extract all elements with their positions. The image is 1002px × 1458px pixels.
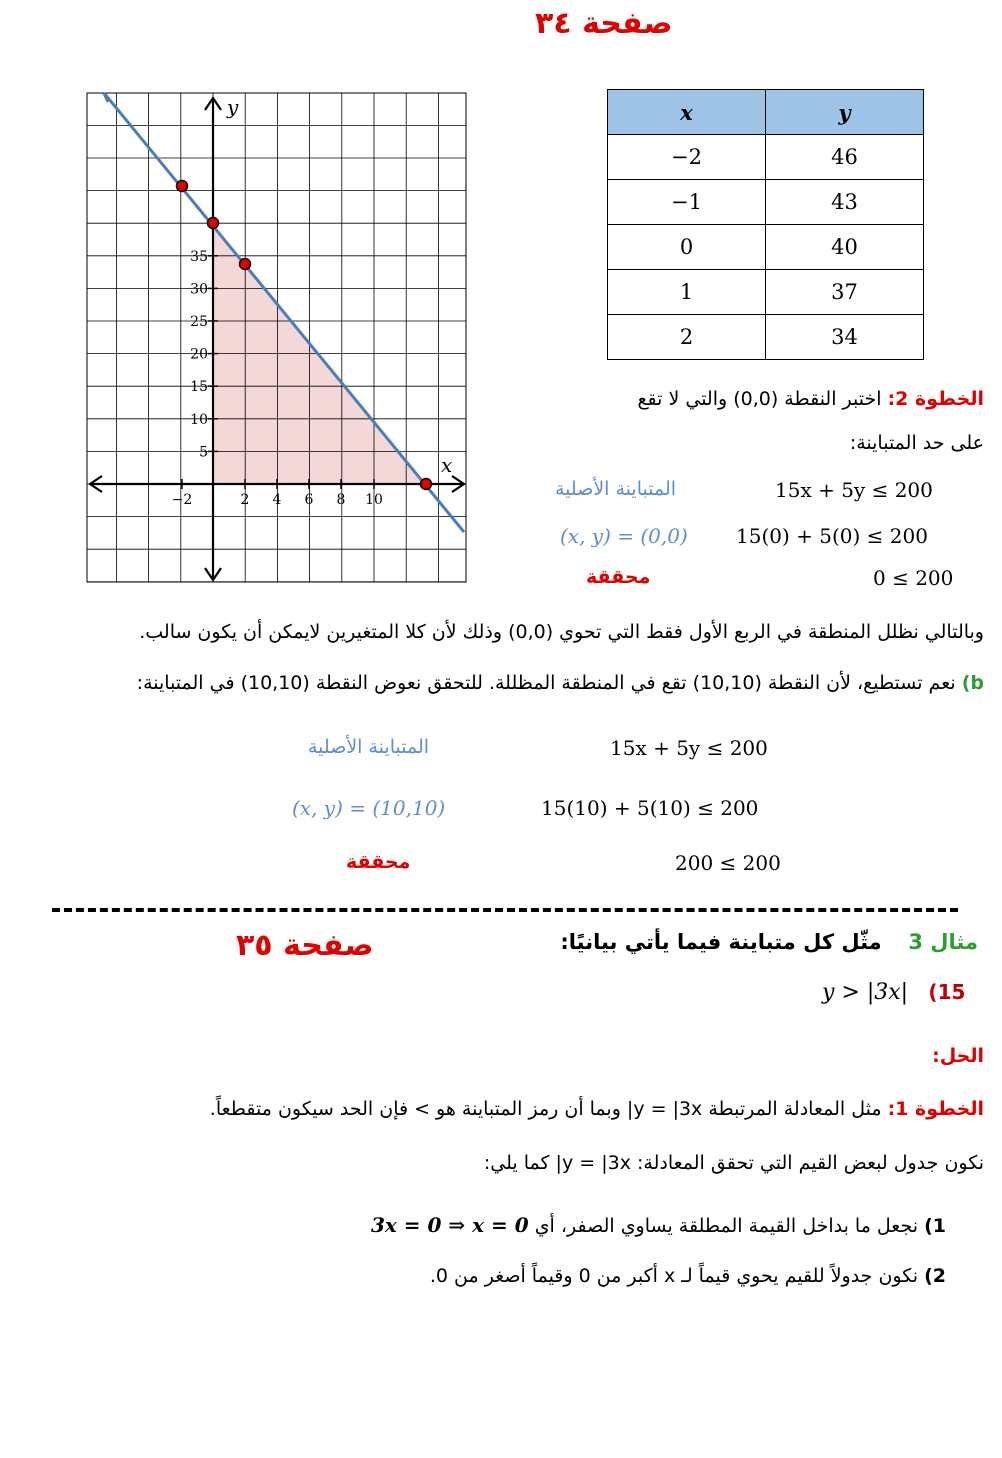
point-d xyxy=(421,479,432,490)
table-row xyxy=(608,180,924,225)
y-tick-label: 30 xyxy=(190,281,208,298)
item-2 xyxy=(246,1265,946,1287)
step2-note-2: (x, y) = (0,0) xyxy=(560,524,688,548)
part-b-note-1: المتباينة الأصلية xyxy=(308,736,430,758)
step2-expr-2: 15(0) + 5(0) ≤ 200 xyxy=(736,524,928,548)
part-b-label: b) xyxy=(961,672,984,694)
x-tick-label: 10 xyxy=(365,492,383,508)
step2-note-1: المتباينة الأصلية xyxy=(555,478,677,500)
x-tick-label: −2 xyxy=(171,492,193,508)
item-1-num: 1) xyxy=(924,1215,946,1237)
part-b-expr-3: 200 ≤ 200 xyxy=(675,851,781,875)
step2-label: الخطوة 2: xyxy=(887,388,984,410)
point-a xyxy=(177,181,188,192)
table-cell: 43 xyxy=(766,180,924,225)
table-cell: 46 xyxy=(766,135,924,180)
item-1-text: نجعل ما بداخل القيمة المطلقة يساوي الصفر، أي xyxy=(534,1215,919,1237)
table-cell: 34 xyxy=(766,315,924,360)
conclusion-text: وبالتالي نظلل المنطقة في الربع الأول فقط التي تحوي (0,0) وذلك لأن كلا المتغيرين لايمكن أن يكون سالب. xyxy=(139,621,984,643)
problem-number: (15 xyxy=(928,980,966,1004)
table-row xyxy=(608,225,924,270)
y-axis-label: y xyxy=(227,95,239,119)
part-b-note-3: محققة xyxy=(346,851,411,873)
x-tick-label: 2 xyxy=(240,492,250,508)
table-cell: 40 xyxy=(766,225,924,270)
table-cell: 2 xyxy=(608,315,766,360)
problem-line xyxy=(822,980,965,1005)
page-title-35: صفحة ٣٥ xyxy=(236,928,374,963)
y-tick-label: 20 xyxy=(190,346,208,363)
example-text: مثّل كل متباينة فيما يأتي بيانيًا: xyxy=(560,930,882,954)
part-b-line xyxy=(14,672,984,694)
step1-label: الخطوة 1: xyxy=(887,1098,984,1120)
item-2-text: نكون جدولاً للقيم يحوي قيماً لـ x أكبر من 0 وقيماً أصغر من 0. xyxy=(429,1265,919,1287)
part-b-note-2: (x, y) = (10,10) xyxy=(292,796,446,820)
table-cell: −1 xyxy=(608,180,766,225)
step1-line xyxy=(14,1098,984,1120)
example-label: مثال 3 xyxy=(908,930,978,954)
step1-text: مثل المعادلة المرتبطة y = |3x| وبما أن رمز المتباينة هو > فإن الحد سيكون متقطعاً. xyxy=(209,1098,882,1120)
table-cell: 0 xyxy=(608,225,766,270)
solution-label: الحل: xyxy=(932,1045,984,1067)
y-tick-label: 35 xyxy=(190,248,208,265)
point-c xyxy=(240,259,251,270)
item-1-math: 3x = 0 ⇒ x = 0 xyxy=(370,1213,529,1237)
table-row xyxy=(608,270,924,315)
table-row xyxy=(608,315,924,360)
xy-table xyxy=(607,89,924,360)
table-header-x: x xyxy=(608,90,766,135)
point-b xyxy=(208,218,219,229)
page-title-34: صفحة ٣٤ xyxy=(535,6,673,41)
x-tick-label: 6 xyxy=(304,492,314,508)
example-line xyxy=(558,930,978,954)
x-axis-label: x xyxy=(441,453,453,477)
step2-line2: على حد المتباينة: xyxy=(849,432,984,454)
item-2-num: 2) xyxy=(924,1265,946,1287)
table-intro: نكون جدول لبعض القيم التي تحقق المعادلة: y = |3x| كما يلي: xyxy=(483,1152,984,1174)
part-b-text: نعم تستطيع، لأن النقطة (10,10) تقع في المنطقة المظللة. للتحقق نعوض النقطة (10,10) في المتباينة: xyxy=(136,672,956,694)
y-tick-label: 10 xyxy=(190,411,208,428)
x-tick-label: 4 xyxy=(272,492,282,508)
y-tick-label: 25 xyxy=(190,314,208,330)
y-tick-label: 5 xyxy=(199,444,208,461)
x-tick-label: 8 xyxy=(336,492,346,508)
item-1 xyxy=(246,1213,946,1237)
table-header-y: y xyxy=(766,90,924,135)
table-row xyxy=(608,135,924,180)
step2-expr-1: 15x + 5y ≤ 200 xyxy=(775,478,933,502)
table-cell: −2 xyxy=(608,135,766,180)
y-tick-label: 15 xyxy=(190,379,208,396)
part-b-expr-1: 15x + 5y ≤ 200 xyxy=(610,736,768,760)
part-b-expr-2: 15(10) + 5(10) ≤ 200 xyxy=(541,796,759,820)
step2-line1 xyxy=(564,388,984,410)
table-cell: 1 xyxy=(608,270,766,315)
step2-note-3: محققة xyxy=(586,566,651,588)
problem-expr: y > |3x| xyxy=(822,980,909,1005)
step2-text1: اختبر النقطة (0,0) والتي لا تقع xyxy=(637,388,882,410)
section-divider xyxy=(52,908,958,912)
step2-expr-3: 0 ≤ 200 xyxy=(873,566,954,590)
inequality-graph xyxy=(86,92,468,584)
table-cell: 37 xyxy=(766,270,924,315)
